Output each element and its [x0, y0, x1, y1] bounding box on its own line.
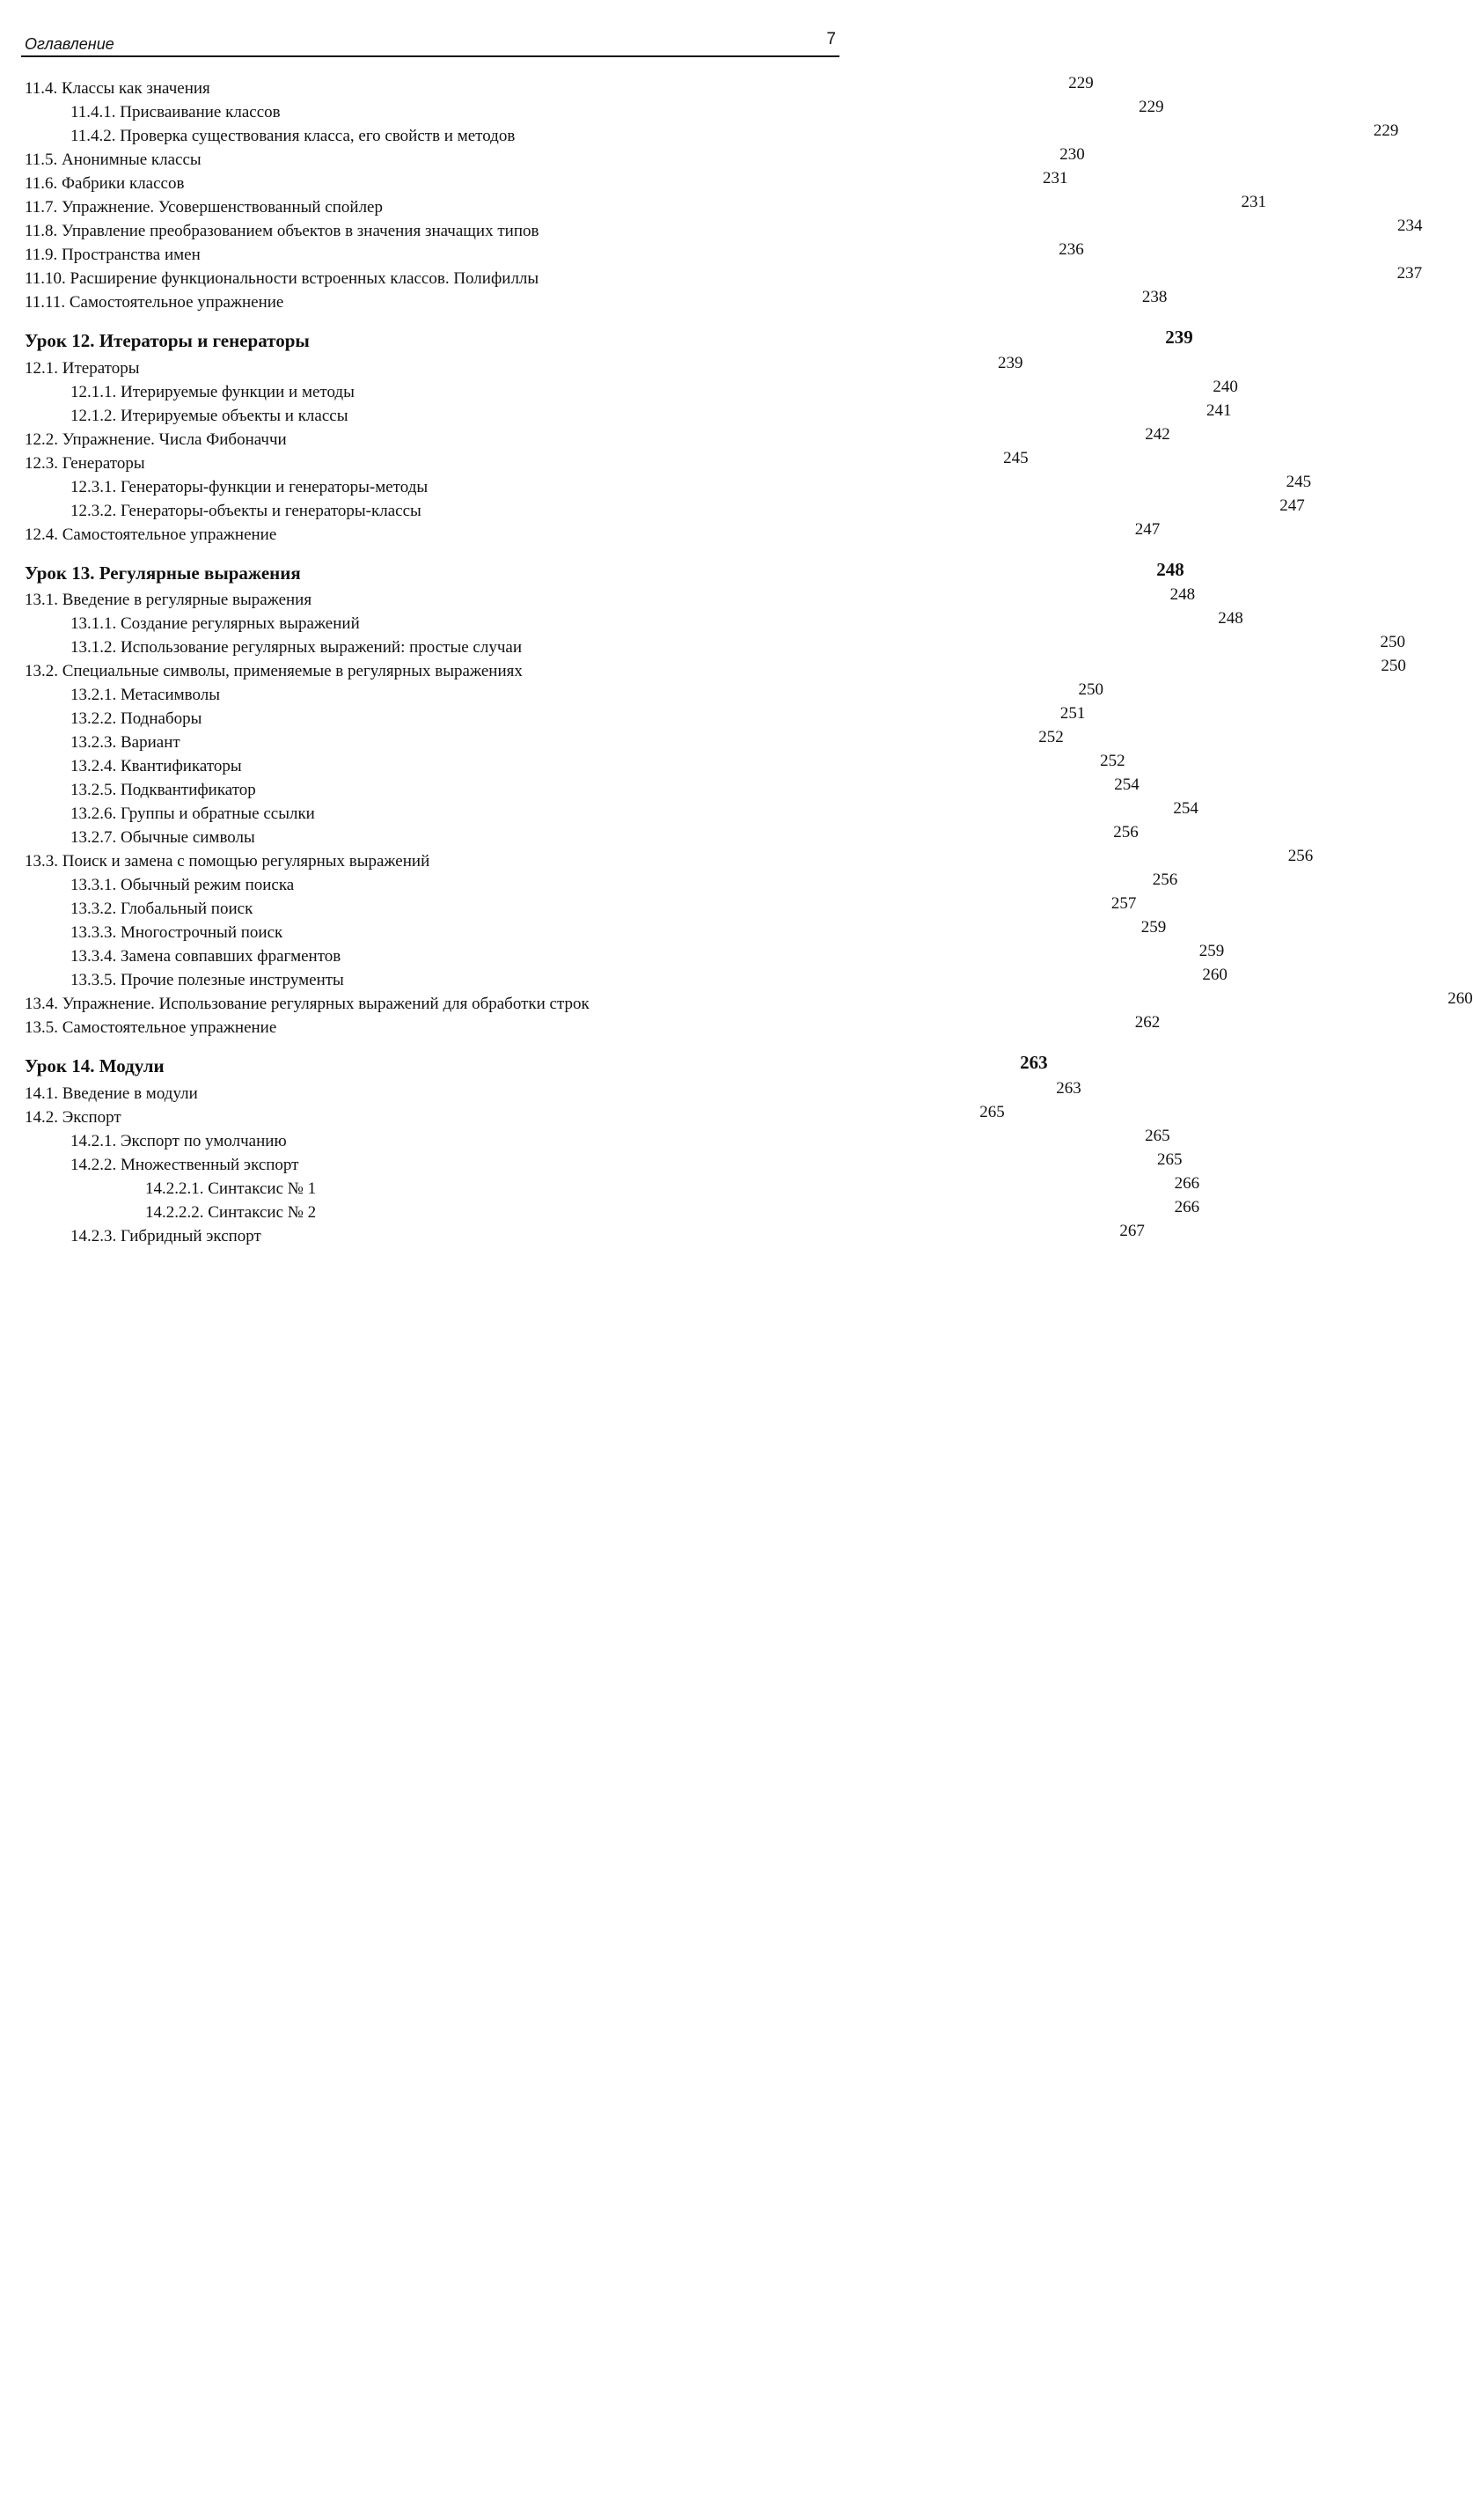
toc-entry: 13.2.2. Поднаборы 251 — [70, 704, 1086, 728]
toc-entry: 11.7. Упражнение. Усовершенствованный спойлер 231 — [25, 193, 1266, 217]
toc-entry: 14.1. Введение в модули 263 — [25, 1079, 1081, 1103]
page-number: 7 — [826, 30, 836, 48]
running-title: Оглавление — [25, 35, 114, 53]
toc-entry: 13.5. Самостоятельное упражнение 262 — [25, 1013, 1161, 1037]
toc-entry: 13.1.2. Использование регулярных выражений: простые случаи 250 — [70, 633, 1405, 657]
toc-entry: 12.1.1. Итерируемые функции и методы 240 — [70, 378, 1238, 401]
toc-entry: 13.3.2. Глобальный поиск 257 — [70, 894, 1137, 918]
toc-entry: 13.2.3. Вариант 252 — [70, 728, 1064, 752]
toc-entry: 13.3.1. Обычный режим поиска 256 — [70, 871, 1178, 894]
toc-entry: 14.2.1. Экспорт по умолчанию 265 — [70, 1127, 1170, 1150]
toc-entry: 13.3.3. Многострочный поиск 259 — [70, 918, 1167, 942]
toc-chapter: Урок 13. Регулярные выражения 248 — [25, 559, 1184, 584]
toc-entry: 14.2.2. Множественный экспорт 265 — [70, 1150, 1183, 1174]
toc-entry: 13.3.4. Замена совпавших фрагментов 259 — [70, 942, 1225, 966]
toc-entry: 11.5. Анонимные классы 230 — [25, 145, 1085, 169]
toc-entry: 13.4. Упражнение. Использование регулярных выражений для обработки строк 260 — [25, 989, 1473, 1013]
toc-entry: 13.2.1. Метасимволы 250 — [70, 680, 1104, 704]
toc-entry: 11.8. Управление преобразованием объектов в значения значащих типов 234 — [25, 217, 1423, 240]
toc-entry: 12.2. Упражнение. Числа Фибоначчи 242 — [25, 425, 1170, 449]
toc-entry: 13.2. Специальные символы, применяемые в регулярных выражениях 250 — [25, 657, 1406, 680]
toc-entry: 13.2.6. Группы и обратные ссылки 254 — [70, 799, 1198, 823]
toc-entry: 11.11. Самостоятельное упражнение 238 — [25, 288, 1168, 312]
toc-entry: 11.10. Расширение функциональности встроенных классов. Полифиллы 237 — [25, 264, 1423, 288]
toc-entry: 13.2.5. Подквантификатор 254 — [70, 775, 1140, 799]
toc-entry: 12.1. Итераторы 239 — [25, 354, 1023, 378]
toc-entry: 14.2.3. Гибридный экспорт 267 — [70, 1222, 1145, 1245]
toc-entry: 13.2.4. Квантификаторы 252 — [70, 752, 1125, 775]
toc-entry: 13.1. Введение в регулярные выражения 248 — [25, 585, 1196, 609]
toc-entry: 14.2.2.1. Синтаксис № 1 266 — [145, 1174, 1200, 1198]
toc-entry: 13.3.5. Прочие полезные инструменты 260 — [70, 966, 1228, 989]
toc-entry: 11.4.2. Проверка существования класса, его свойств и методов 229 — [70, 121, 1399, 145]
toc-entry: 13.2.7. Обычные символы 256 — [70, 823, 1139, 847]
toc-entry: 11.4. Классы как значения 229 — [25, 74, 1094, 98]
toc-entry: 14.2.2.2. Синтаксис № 2 266 — [145, 1198, 1200, 1222]
toc-entry: 12.4. Самостоятельное упражнение 247 — [25, 520, 1161, 544]
toc-entry: 11.6. Фабрики классов 231 — [25, 169, 1068, 193]
toc-entry: 12.3.1. Генераторы-функции и генераторы-методы 245 — [70, 473, 1312, 496]
toc-entry: 12.1.2. Итерируемые объекты и классы 241 — [70, 401, 1232, 425]
header-divider — [21, 55, 839, 57]
toc-entry: 13.3. Поиск и замена с помощью регулярных выражений 256 — [25, 847, 1314, 871]
toc-chapter: Урок 12. Итераторы и генераторы 239 — [25, 327, 1193, 351]
toc-entry: 11.9. Пространства имен 236 — [25, 240, 1084, 264]
toc-chapter: Урок 14. Модули 263 — [25, 1052, 1048, 1076]
toc-entry: 13.1.1. Создание регулярных выражений 248 — [70, 609, 1243, 633]
toc-entry: 14.2. Экспорт 265 — [25, 1103, 1005, 1127]
toc-entry: 11.4.1. Присваивание классов 229 — [70, 98, 1164, 121]
toc-entry: 12.3. Генераторы 245 — [25, 449, 1029, 473]
toc-entry: 12.3.2. Генераторы-объекты и генераторы-классы 247 — [70, 496, 1305, 520]
